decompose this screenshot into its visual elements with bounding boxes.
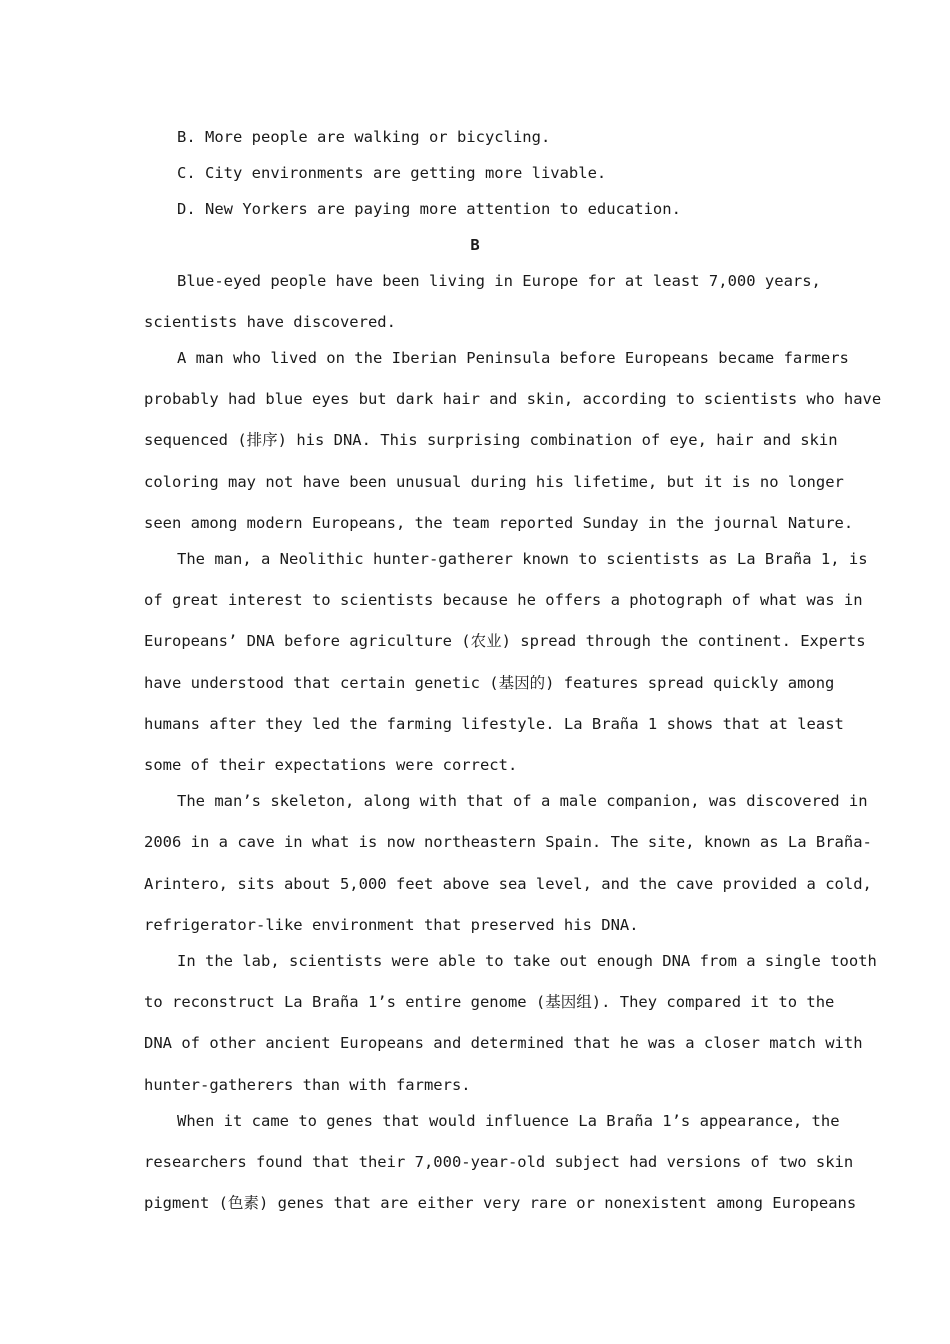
paragraph-line: In the lab, scientists were able to take out enough DNA from a single tooth [177,952,877,970]
paragraph-line: coloring may not have been unusual during his lifetime, but it is no longer [144,473,844,491]
paragraph-line: researchers found that their 7,000-year-old subject had versions of two skin [144,1153,854,1171]
paragraph-line: DNA of other ancient Europeans and determined that he was a closer match with [144,1034,863,1052]
paragraph-line: of great interest to scientists because he offers a photograph of what was in [144,591,863,609]
paragraph-line: to reconstruct La Braña 1’s entire genome (基因组). They compared it to the [144,993,835,1011]
answer-option-b: B. More people are walking or bicycling. [177,128,551,146]
paragraph-line: Arintero, sits about 5,000 feet above sea level, and the cave provided a cold, [144,875,872,893]
paragraph-line: Blue-eyed people have been living in Europe for at least 7,000 years, [177,272,821,290]
paragraph-line: scientists have discovered. [144,313,396,331]
paragraph-line: 2006 in a cave in what is now northeastern Spain. The site, known as La Braña- [144,833,872,851]
paragraph-line: humans after they led the farming lifestyle. La Braña 1 shows that at least [144,715,844,733]
answer-option-d: D. New Yorkers are paying more attention to education. [177,200,681,218]
paragraph-line: pigment (色素) genes that are either very rare or nonexistent among Europeans [144,1194,857,1212]
paragraph-line: probably had blue eyes but dark hair and skin, according to scientists who have [144,390,882,408]
paragraph-line: A man who lived on the Iberian Peninsula before Europeans became farmers [177,349,849,367]
paragraph-line: some of their expectations were correct. [144,756,518,774]
paragraph-line: When it came to genes that would influence La Braña 1’s appearance, the [177,1112,840,1130]
paragraph-line: sequenced (排序) his DNA. This surprising combination of eye, hair and skin [144,431,838,449]
paragraph-line: seen among modern Europeans, the team reported Sunday in the journal Nature. [144,514,854,532]
paragraph-line: The man, a Neolithic hunter-gatherer known to scientists as La Braña 1, is [177,550,868,568]
paragraph-line: refrigerator-like environment that preserved his DNA. [144,916,639,934]
paragraph-line: have understood that certain genetic (基因的) features spread quickly among [144,674,835,692]
paragraph-line: The man’s skeleton, along with that of a male companion, was discovered in [177,792,868,810]
section-heading: B [470,236,480,254]
paragraph-line: hunter-gatherers than with farmers. [144,1076,471,1094]
answer-option-c: C. City environments are getting more livable. [177,164,607,182]
paragraph-line: Europeans’ DNA before agriculture (农业) spread through the continent. Experts [144,632,866,650]
